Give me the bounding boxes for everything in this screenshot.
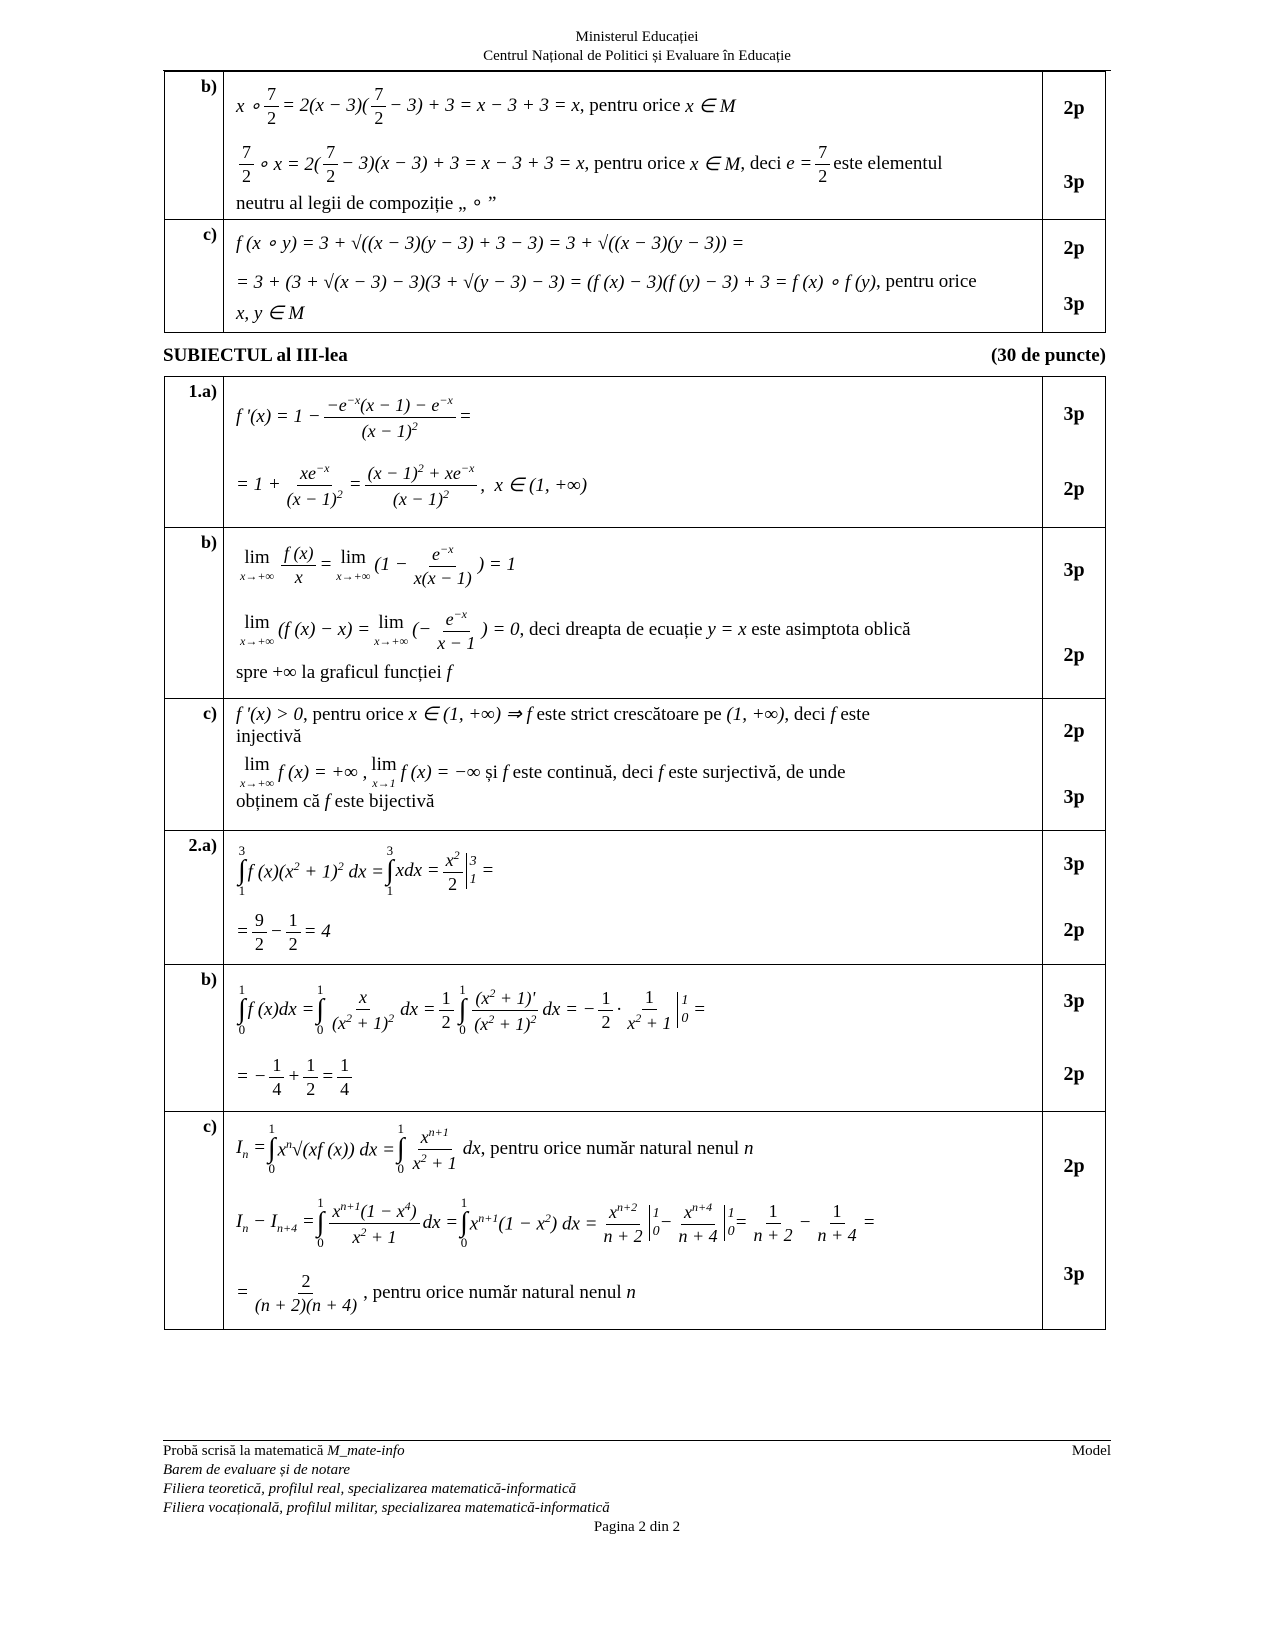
- text: spre +∞ la graficul funcției: [236, 662, 442, 683]
- points: 3p: [1063, 292, 1085, 315]
- row-label: 2.a): [165, 831, 224, 965]
- points-cell: [1043, 220, 1106, 333]
- row-label: b): [165, 528, 224, 699]
- row-b-top: [165, 72, 1106, 220]
- points: 2p: [1063, 1063, 1085, 1085]
- text: injectivă: [236, 726, 302, 747]
- footer-line: Filiera teoretică, profilul real, specializarea matematică-informatică: [163, 1481, 577, 1497]
- math-line: 3 ∫ 1 f $(x)(x^2 + 1)^2$ dx = 3 ∫ 1 xdx = $\frac{x^2}{2}$ 3 1 =: [238, 843, 495, 898]
- text: este strict crescătoare pe: [536, 703, 722, 725]
- footer-text: M_mate-info: [327, 1443, 405, 1459]
- row-body: [224, 377, 1043, 528]
- text: este surjectivă, de unde: [668, 761, 846, 783]
- math-line: = 3 + (3 + √(x − 3) − 3)(3 + √(y − 3) − 3) = (f (x) − 3)(f (y) − 3) + 3 = f (x) ∘ f (y) , pentru orice: [236, 271, 977, 293]
- points: 2p: [1063, 644, 1085, 666]
- section-title: SUBIECTUL al III-lea: [163, 345, 348, 366]
- row-label: 1.a): [165, 377, 224, 528]
- row-2c: [165, 1112, 1106, 1330]
- math-line: $\frac{7}{2}$ ∘ x = 2( $\frac{7}{2}$ − 3)(x − 3) + 3 = x − 3 + 3 = x , pentru orice x ∈ M , deci e = $\frac{7}{2}$ este elementul: [236, 136, 1032, 192]
- math-line: $I_n$ = 1 ∫ 0 $x^n√(xf$ (x)) dx = 1 ∫ 0 $\frac{x^{n+1}}{x^2 + 1}$ dx , pentru orice număr natural nenul n: [236, 1121, 754, 1176]
- math-line: lim x→+∞ (f (x) − x) = lim x→+∞ (− $\frac{e^{-x}}{x - 1}$ ) = 0 , deci dreapta de ecuație y = x este asimptota oblică: [240, 606, 911, 653]
- points-cell: [1043, 528, 1106, 699]
- points: 3p: [1063, 559, 1085, 581]
- text: , deci: [784, 703, 826, 725]
- page-footer: [163, 1442, 1111, 1537]
- math-line: = 1 + $\frac{xe^{-x}}{(x - 1)^2}$ = $\frac{(x - 1)^2 + xe^{-x}}{(x - 1)^2}$ , x ∈ (1, +∞): [236, 460, 588, 509]
- math-line: f '(x) > 0 , pentru orice x ∈ (1, +∞) ⇒ f este strict crescătoare pe (1, +∞) , deci f este: [236, 703, 870, 725]
- points: 2p: [1063, 1154, 1085, 1177]
- top-table: [164, 71, 1106, 333]
- points: 3p: [1063, 1263, 1085, 1286]
- row-body: [224, 72, 1043, 220]
- row-c-top: [165, 220, 1106, 333]
- row-1b: [165, 528, 1106, 699]
- footer-line: [163, 1442, 1111, 1461]
- text: , deci dreapta de ecuație: [519, 619, 703, 640]
- math-line: x, y ∈ M: [236, 303, 305, 324]
- text: , pentru orice număr natural nenul: [363, 1282, 622, 1303]
- header-center: Centrul Național de Politici și Evaluare în Educație: [483, 48, 791, 64]
- points-cell: [1043, 831, 1106, 965]
- text: este elementul: [833, 153, 943, 174]
- text: este bijectivă: [334, 791, 435, 812]
- math-line: $I_n - I_{n+4}$ = 1 ∫ 0 $\frac{x^{n+1}(1 - x^4)}{x^2 + 1}$ dx = 1 ∫ 0 $x^{n+1}(1 - x^2)$ dx = $\frac{x^{n+2}}{n + 2}$ 1 0 − $\frac{x^{n+4}}{n + 4}$ 1 0 = $\frac{1}{n + 2}$ − $\frac{1}{n + 4}$ =: [236, 1195, 876, 1250]
- row-2b: [165, 965, 1106, 1112]
- points: 3p: [1063, 170, 1085, 193]
- header-ministry: Ministerul Educației: [575, 29, 699, 45]
- math-line: = − $\frac{1}{4}$ + $\frac{1}{2}$ = $\frac{1}{4}$: [236, 1051, 1032, 1103]
- text: este asimptota oblică: [751, 619, 911, 640]
- points-cell: [1043, 377, 1106, 528]
- points: 2p: [1063, 478, 1085, 500]
- text: este: [840, 703, 870, 725]
- row-1a: [165, 377, 1106, 528]
- text: obținem că: [236, 791, 320, 812]
- row-body: [224, 220, 1043, 333]
- row-body: [224, 528, 1043, 699]
- math-line: = $\frac{2}{(n + 2)(n + 4)}$ , pentru orice număr natural nenul n: [236, 1270, 636, 1315]
- row-body: [224, 965, 1043, 1112]
- points: 2p: [1063, 97, 1085, 120]
- row-label: c): [165, 699, 224, 831]
- points: 2p: [1063, 919, 1085, 942]
- main-table: [164, 376, 1106, 1330]
- points: 3p: [1063, 852, 1085, 875]
- footer-line: Barem de evaluare și de notare: [163, 1462, 351, 1478]
- text-line: spre +∞ la graficul funcției f: [236, 662, 452, 683]
- points-cell: [1043, 1112, 1106, 1330]
- points: 3p: [1063, 403, 1085, 425]
- math-line: 1 ∫ 0 f (x)dx = 1 ∫ 0 $\frac{x}{(x^2 + 1)^2}$ dx = $\frac{1}{2}$ 1 ∫ 0 $\frac{(x^2 + 1)'}{(x^2 + 1)^2}$ dx = − $\frac{1}{2}$ · $\frac{1}{x^2 + 1}$ 1 0 =: [238, 982, 706, 1037]
- row-label: c): [165, 220, 224, 333]
- row-2a: [165, 831, 1106, 965]
- row-label: b): [165, 72, 224, 220]
- footer-line: Filiera vocațională, profilul militar, specializarea matematică-informatică: [163, 1500, 610, 1516]
- points-cell: [1043, 699, 1106, 831]
- text: , deci: [740, 153, 782, 174]
- footer-text: Probă scrisă la matematică: [163, 1443, 324, 1459]
- text-line: obținem că f este bijectivă: [236, 791, 435, 812]
- math-line: = $\frac{9}{2}$ − $\frac{1}{2}$ = 4: [236, 909, 331, 954]
- row-label: b): [165, 965, 224, 1112]
- page-header: [163, 28, 1111, 66]
- points-cell: [1043, 965, 1106, 1112]
- text: , pentru orice număr natural nenul: [480, 1138, 740, 1159]
- row-body: [224, 699, 1043, 831]
- section-points: (30 de puncte): [990, 345, 1106, 366]
- text: , pentru orice: [579, 95, 681, 116]
- text: , pentru orice: [875, 271, 977, 292]
- row-body: [224, 831, 1043, 965]
- math-line: f (x ∘ y) = 3 + √((x − 3)(y − 3) + 3 − 3) = 3 + √((x − 3)(y − 3)) =: [236, 232, 745, 254]
- points-cell: [1043, 72, 1106, 220]
- math-line: lim x→+∞ f (x) = +∞ , lim x→1 f (x) = −∞ și f este continuă, deci f este surjectivă, de unde: [240, 754, 846, 790]
- points: 3p: [1063, 785, 1085, 808]
- text: este continuă, deci: [512, 761, 654, 783]
- row-body: [224, 1112, 1043, 1330]
- footer-divider: [163, 1440, 1111, 1441]
- row-1c: [165, 699, 1106, 831]
- text: , pentru orice: [584, 153, 686, 174]
- model-label: Model: [1071, 1443, 1111, 1459]
- points: 2p: [1063, 236, 1085, 259]
- points: 3p: [1063, 990, 1085, 1012]
- text: , pentru orice: [303, 703, 404, 725]
- math-line: x ∘ $\frac{7}{2}$ = 2(x − 3)( $\frac{7}{2}$ − 3) + 3 = x − 3 + 3 = x , pentru orice x ∈ M: [236, 83, 736, 128]
- text: neutru al legii de compoziție „ ∘ ”: [236, 193, 497, 214]
- text: și: [485, 761, 498, 783]
- points: 2p: [1063, 720, 1085, 743]
- page-number: Pagina 2 din 2: [593, 1519, 681, 1535]
- section-header: [163, 345, 1106, 367]
- math-line: f '(x) = 1 − $\frac{-e^{-x}(x - 1) - e^{-x}}{(x - 1)^2}$ =: [236, 392, 472, 441]
- math-line: lim x→+∞ $\frac{f (x)}{x}$ = lim x→+∞ (1 − $\frac{e^{-x}}{x(x - 1)}$ ) = 1: [240, 541, 516, 588]
- row-label: c): [165, 1112, 224, 1330]
